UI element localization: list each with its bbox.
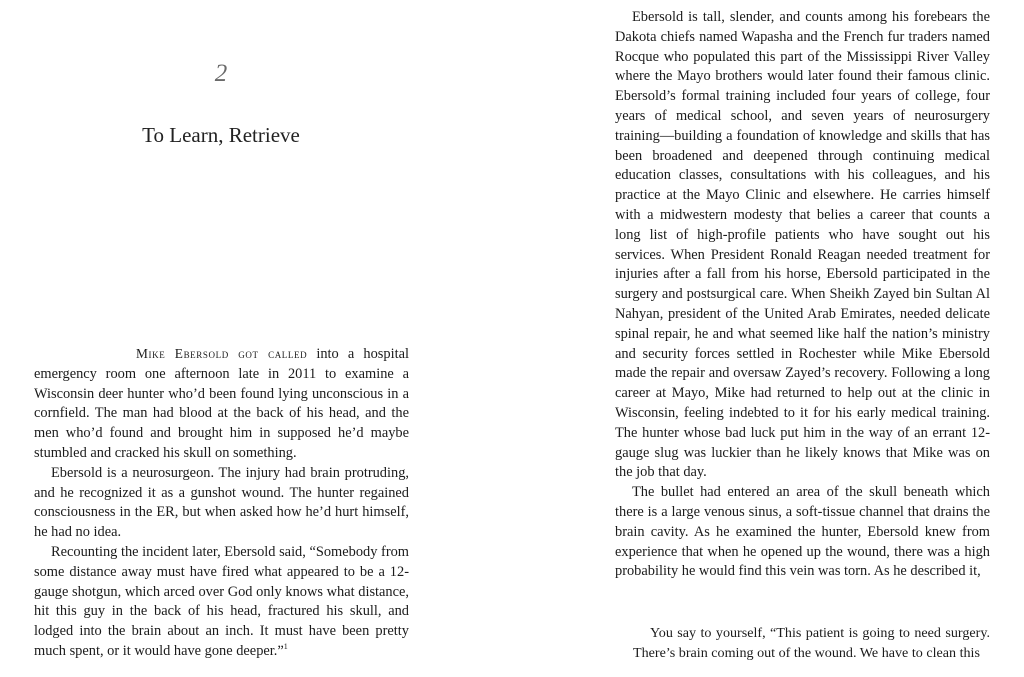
paragraph: Ebersold is a neurosurgeon. The injury had brain protruding, and he recognized it as a gunshot wound. The hunter regained consciousness in the ER, but when asked how he’d hurt himself, he had no idea. <box>34 464 409 541</box>
left-text-block <box>34 344 409 662</box>
paragraph-text: Recounting the incident later, Ebersold said, “Somebody from some distance away must have fired what appeared to be a 12-gauge shotgun, which arced over God only knows what distance, hit this guy in the back of his head, fractured his skull, and lodged into the brain about an inch. It must have been pretty much spent, or it would have gone deeper.” <box>34 543 409 659</box>
right-page <box>512 0 1024 677</box>
chapter-number: 2 <box>214 60 228 87</box>
opening-smallcaps: Mike Ebersold got called <box>136 346 308 361</box>
opening-paragraph <box>34 344 409 464</box>
footnote-marker[interactable]: 1 <box>283 642 288 652</box>
paragraph: The bullet had entered an area of the skull beneath which there is a large venous sinus, a soft-tissue channel that drains the brain cavity. As he examined the hunter, Ebersold knew from experience that when he opened up the wound, there was a high probability he would find this vein was torn. As he described it, <box>615 484 990 580</box>
paragraph: Ebersold is tall, slender, and counts among his forebears the Dakota chiefs named Wapasha and the French fur traders named Rocque who populated this part of the Mississippi River Valley where the Mayo brothers would later found their famous clinic. Ebersold’s formal training included four years of college, four years of medical school, and seven years of neurosurgery training—building a foundation of knowledge and skills that has been broadened and deepened through continuing medical education classes, consultations with his colleagues, and his practice at the Mayo Clinic and elsewhere. He carries himself with a midwestern modesty that belies a career that counts a long list of high-profile patients who have sought out his services. When President Ronald Reagan needed treatment for injuries after a fall from his horse, Ebersold participated in the surgery and postsurgical care. When Sheikh Zayed bin Sultan Al Nahyan, president of the United Arab Emirates, needed delicate spinal repair, he and what seemed like half the nation’s ministry and security forces settled in Rochester while Mike Ebersold made the repair and oversaw Zayed’s recovery. Following a long career at Mayo, Mike had returned to help out at the clinic in Wisconsin, feeling indebted to it for his early medical training. The hunter whose bad luck put him in the way of an errant 12-gauge slug was luckier than he likely knows that Mike was on the job that day. <box>615 9 990 481</box>
right-text-block <box>615 8 990 582</box>
paragraph-with-note <box>34 543 409 662</box>
block-quote: You say to yourself, “This patient is going to need surgery. There’s brain coming out of the wound. We have to clean this <box>633 625 990 661</box>
opening-paragraph-text: into a hospital emergency room one afternoon late in 2011 to examine a Wisconsin deer hunter who’d been found lying unconscious in a cornfield. The man had blood at the back of his head, and the men who’d found and brought him in supposed he’d maybe stumbled and cracked his skull on something. <box>34 346 409 461</box>
chapter-title: To Learn, Retrieve <box>142 123 300 147</box>
